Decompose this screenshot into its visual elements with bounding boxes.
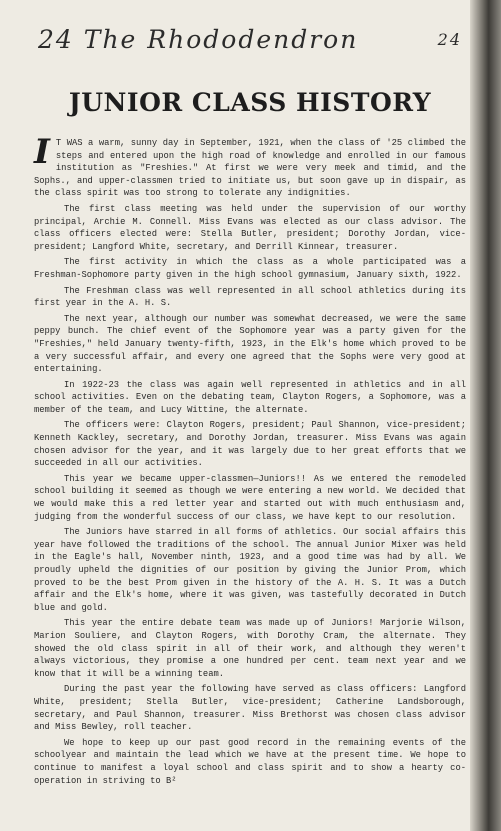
paragraph: This year the entire debate team was made up of Juniors! Marjorie Wilson, Marion Souliere, and Clayton Rogers, with Dorothy Cram, the alternate. They showed the old class spirit in all of their work, and although they weren't always victorious, they promise a one hundred per cent. team next year and we know that it will be a winning team.	[34, 618, 466, 679]
paragraph: In 1922-23 the class was again well represented in athletics and in all school activities. Even on the debating team, Clayton Rogers, a Sophomore, was a member of the team, and Lucy Wittine, the alternate.	[34, 379, 466, 415]
paragraph: The first class meeting was held under the supervision of our worthy principal, Archie M. Connell. Miss Evans was elected as our class advisor. The class officers elected were: Stella Butler, president; Dorothy Jordan, vice-president; Langford White, secretary, and Derrill Kinnear, treasurer.	[34, 203, 466, 252]
article-body	[34, 132, 466, 790]
paragraph: During the past year the following have served as class officers: Langford White, president; Stella Butler, vice-president; Catherine Landsborough, secretary, and Paul Shannon, treasurer. Miss Brethorst was chosen class advisor and Miss Bewley, roll teacher.	[34, 684, 466, 733]
paragraph: The Juniors have starred in all forms of athletics. Our social affairs this year have followed the traditions of the school. The annual Junior Mixer was held in the Eagle's hall, November ninth, 1923, and a good time was had by all. We proudly upheld the dignities of our position by giving the Junior Prom, which proved to be the best Prom given in the history of the A. H. S. It was a Dutch affair and the Elk's home, where it was given, was tastefully decorated in Dutch blue and gold.	[34, 527, 466, 613]
paragraph: The officers were: Clayton Rogers, president; Paul Shannon, vice-president; Kenneth Kackley, secretary, and Dorothy Jordan, treasurer. Miss Evans was again chosen advisor for the year, and it was largely due to her great efforts that we succeeded in all our activities.	[34, 420, 466, 469]
page-number-left: 24	[38, 26, 74, 54]
paragraph	[34, 132, 466, 200]
running-header	[38, 26, 468, 54]
book-binding	[470, 0, 501, 831]
running-title: The Rhododendron	[83, 26, 359, 54]
paragraph: The first activity in which the class as a whole participated was a Freshman-Sophomore party given in the high school gymnasium, January sixth, 1922.	[34, 257, 466, 280]
drop-cap: I	[34, 132, 50, 172]
page-number-right: 24	[437, 30, 462, 49]
paragraph-text: T WAS a warm, sunny day in September, 1921, when the class of '25 climbed the steps and entered upon the high road of knowledge and enrolled in our famous institution as "Freshies." At first we were very meek and timid, and the Sophs., and upper-classmen tried to initiate us, but soon gave up in dispair, as the class spirit was too strong to tolerate any indignities.	[34, 138, 466, 199]
paragraph: The Freshman class was well represented in all school athletics during its first year in the A. H. S.	[34, 285, 466, 309]
page-title: JUNIOR CLASS HISTORY	[68, 88, 432, 117]
paragraph: We hope to keep up our past good record in the remaining events of the schoolyear and maintain the lead which we have at the present time. We hope to continue to manifest a loyal school and class spirit and to show a hearty co-operation in striving to B²	[34, 737, 466, 786]
paragraph: This year we became upper-classmen—Juniors!! As we entered the remodeled school building it seemed as though we were entering a new world. We decided that we would make this a red letter year and started out with much enthusiasm and, judging from the wonderful success of our class, we have kept to our resolution.	[34, 473, 466, 522]
paragraph: The next year, although our number was somewhat decreased, we were the same peppy bunch. The chief event of the Sophomore year was a party given for the "Freshies," held January twenty-fifth, 1923, in the Elk's home which proved to be a very successful affair, and every one agreed that the Sophs were very good at entertaining.	[34, 313, 466, 375]
